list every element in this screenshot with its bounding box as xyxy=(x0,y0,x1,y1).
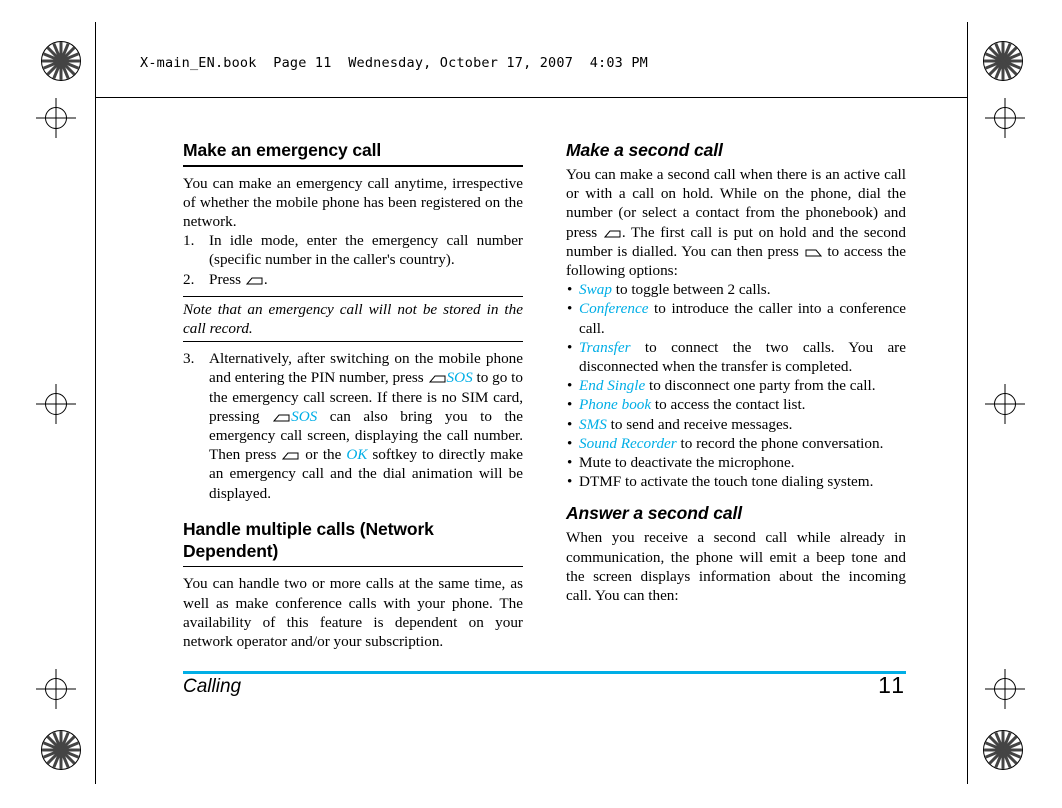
heading-answer-second-call: Answer a second call xyxy=(566,503,742,524)
list-item xyxy=(183,349,523,503)
step-number: 3. xyxy=(183,350,195,368)
option-keyword: Conference xyxy=(579,300,649,318)
footer-rule xyxy=(183,671,906,674)
registration-crosshair-mid-left xyxy=(45,107,67,129)
call-key-icon xyxy=(246,275,263,285)
registration-crosshair-bottom-left xyxy=(45,678,67,700)
list-item xyxy=(183,231,523,269)
heading-make-emergency-call: Make an emergency call xyxy=(183,140,382,160)
registration-crosshair-bottom-right xyxy=(994,678,1016,700)
registration-crosshair-left-center xyxy=(45,393,67,415)
list-item: • DTMF to activate the touch tone dialing system. xyxy=(566,472,906,491)
paragraph-second-call: You can make a second call when there is an active call or with a call on hold. While on the phone, dial the number (or select a contact from the phonebook) and press . The first call is put on hold and the second number is dialled. You can then press to access the following options: xyxy=(566,166,907,280)
softkey-left-icon xyxy=(429,373,446,383)
option-keyword: SMS xyxy=(579,415,607,433)
right-column xyxy=(566,140,906,605)
softkey-right-icon xyxy=(805,247,822,257)
step-number: 2. xyxy=(183,270,195,288)
keyword-sos: SOS xyxy=(446,369,473,387)
list-item: • Transfer to connect the two calls. You are disconnected when the transfer is completed. xyxy=(566,338,906,376)
option-keyword: Transfer xyxy=(579,338,631,356)
left-column xyxy=(183,140,523,651)
registration-starburst-top-right xyxy=(983,41,1023,81)
heading-rule-2 xyxy=(183,566,523,568)
registration-starburst-bottom-right xyxy=(983,730,1023,770)
heading-handle-multiple-calls: Handle multiple calls (Network Dependent) xyxy=(183,518,434,561)
list-item: • Sound Recorder to record the phone conversation. xyxy=(566,434,906,453)
registration-crosshair-right-center xyxy=(994,393,1016,415)
heading-rule-1 xyxy=(183,165,523,167)
step-text: Press . xyxy=(209,270,268,288)
keyword-sos: SOS xyxy=(291,407,318,425)
file-header-text: X-main_EN.book Page 11 Wednesday, October 17, 2007 4:03 PM xyxy=(140,55,648,71)
option-keyword: Phone book xyxy=(579,396,652,414)
option-keyword: End Single xyxy=(579,377,646,395)
softkey-left-icon xyxy=(273,412,290,422)
note-emergency-not-stored: Note that an emergency call will not be stored in the call record. xyxy=(183,296,523,342)
list-item: • End Single to disconnect one party from the call. xyxy=(566,376,906,395)
list-item: • Phone book to access the contact list. xyxy=(566,395,906,414)
step-text: In idle mode, enter the emergency call number (specific number in the caller's country). xyxy=(209,232,523,269)
keyword-ok: OK xyxy=(346,446,368,464)
header-divider xyxy=(95,97,968,98)
list-item: • Swap to toggle between 2 calls. xyxy=(566,280,906,299)
call-key-icon xyxy=(604,228,621,238)
registration-starburst-top-left xyxy=(41,41,81,81)
option-keyword: Swap xyxy=(579,281,612,299)
list-item xyxy=(183,270,523,289)
step-text: Alternatively, after switching on the mobile phone and entering the PIN number, press SOS to go to the emergency call screen. If there is no SIM card, pressing SOS can also bring you to the emergency call screen, displaying the call number. Then press or the OK softkey to directly make an emergency call and the dial animation will be displayed. xyxy=(209,350,524,502)
option-keyword: Sound Recorder xyxy=(579,434,677,452)
paragraph-multiple-calls: You can handle two or more calls at the same time, as well as make conference calls with your phone. The availability of this feature is dependent on your network operator and/or your subscription. xyxy=(183,575,523,651)
registration-crosshair-mid-right xyxy=(994,107,1016,129)
footer-section-title: Calling xyxy=(183,676,242,697)
list-item: • Mute to deactivate the microphone. xyxy=(566,453,906,472)
call-key-icon xyxy=(282,450,299,460)
paragraph-answer-second-call: When you receive a second call while already in communication, the phone will emit a beep tone and the screen displays information about the incoming call. You can then: xyxy=(566,529,906,605)
list-item: • SMS to send and receive messages. xyxy=(566,415,906,434)
step-number: 1. xyxy=(183,232,195,250)
list-item: • Conference to introduce the caller into a conference call. xyxy=(566,299,906,337)
paragraph-emergency-intro: You can make an emergency call anytime, irrespective of whether the mobile phone has been registered on the network. xyxy=(183,174,523,230)
heading-make-second-call: Make a second call xyxy=(566,140,723,160)
options-list xyxy=(566,280,906,491)
registration-starburst-bottom-left xyxy=(41,730,81,770)
page-number: 11 xyxy=(878,672,906,698)
